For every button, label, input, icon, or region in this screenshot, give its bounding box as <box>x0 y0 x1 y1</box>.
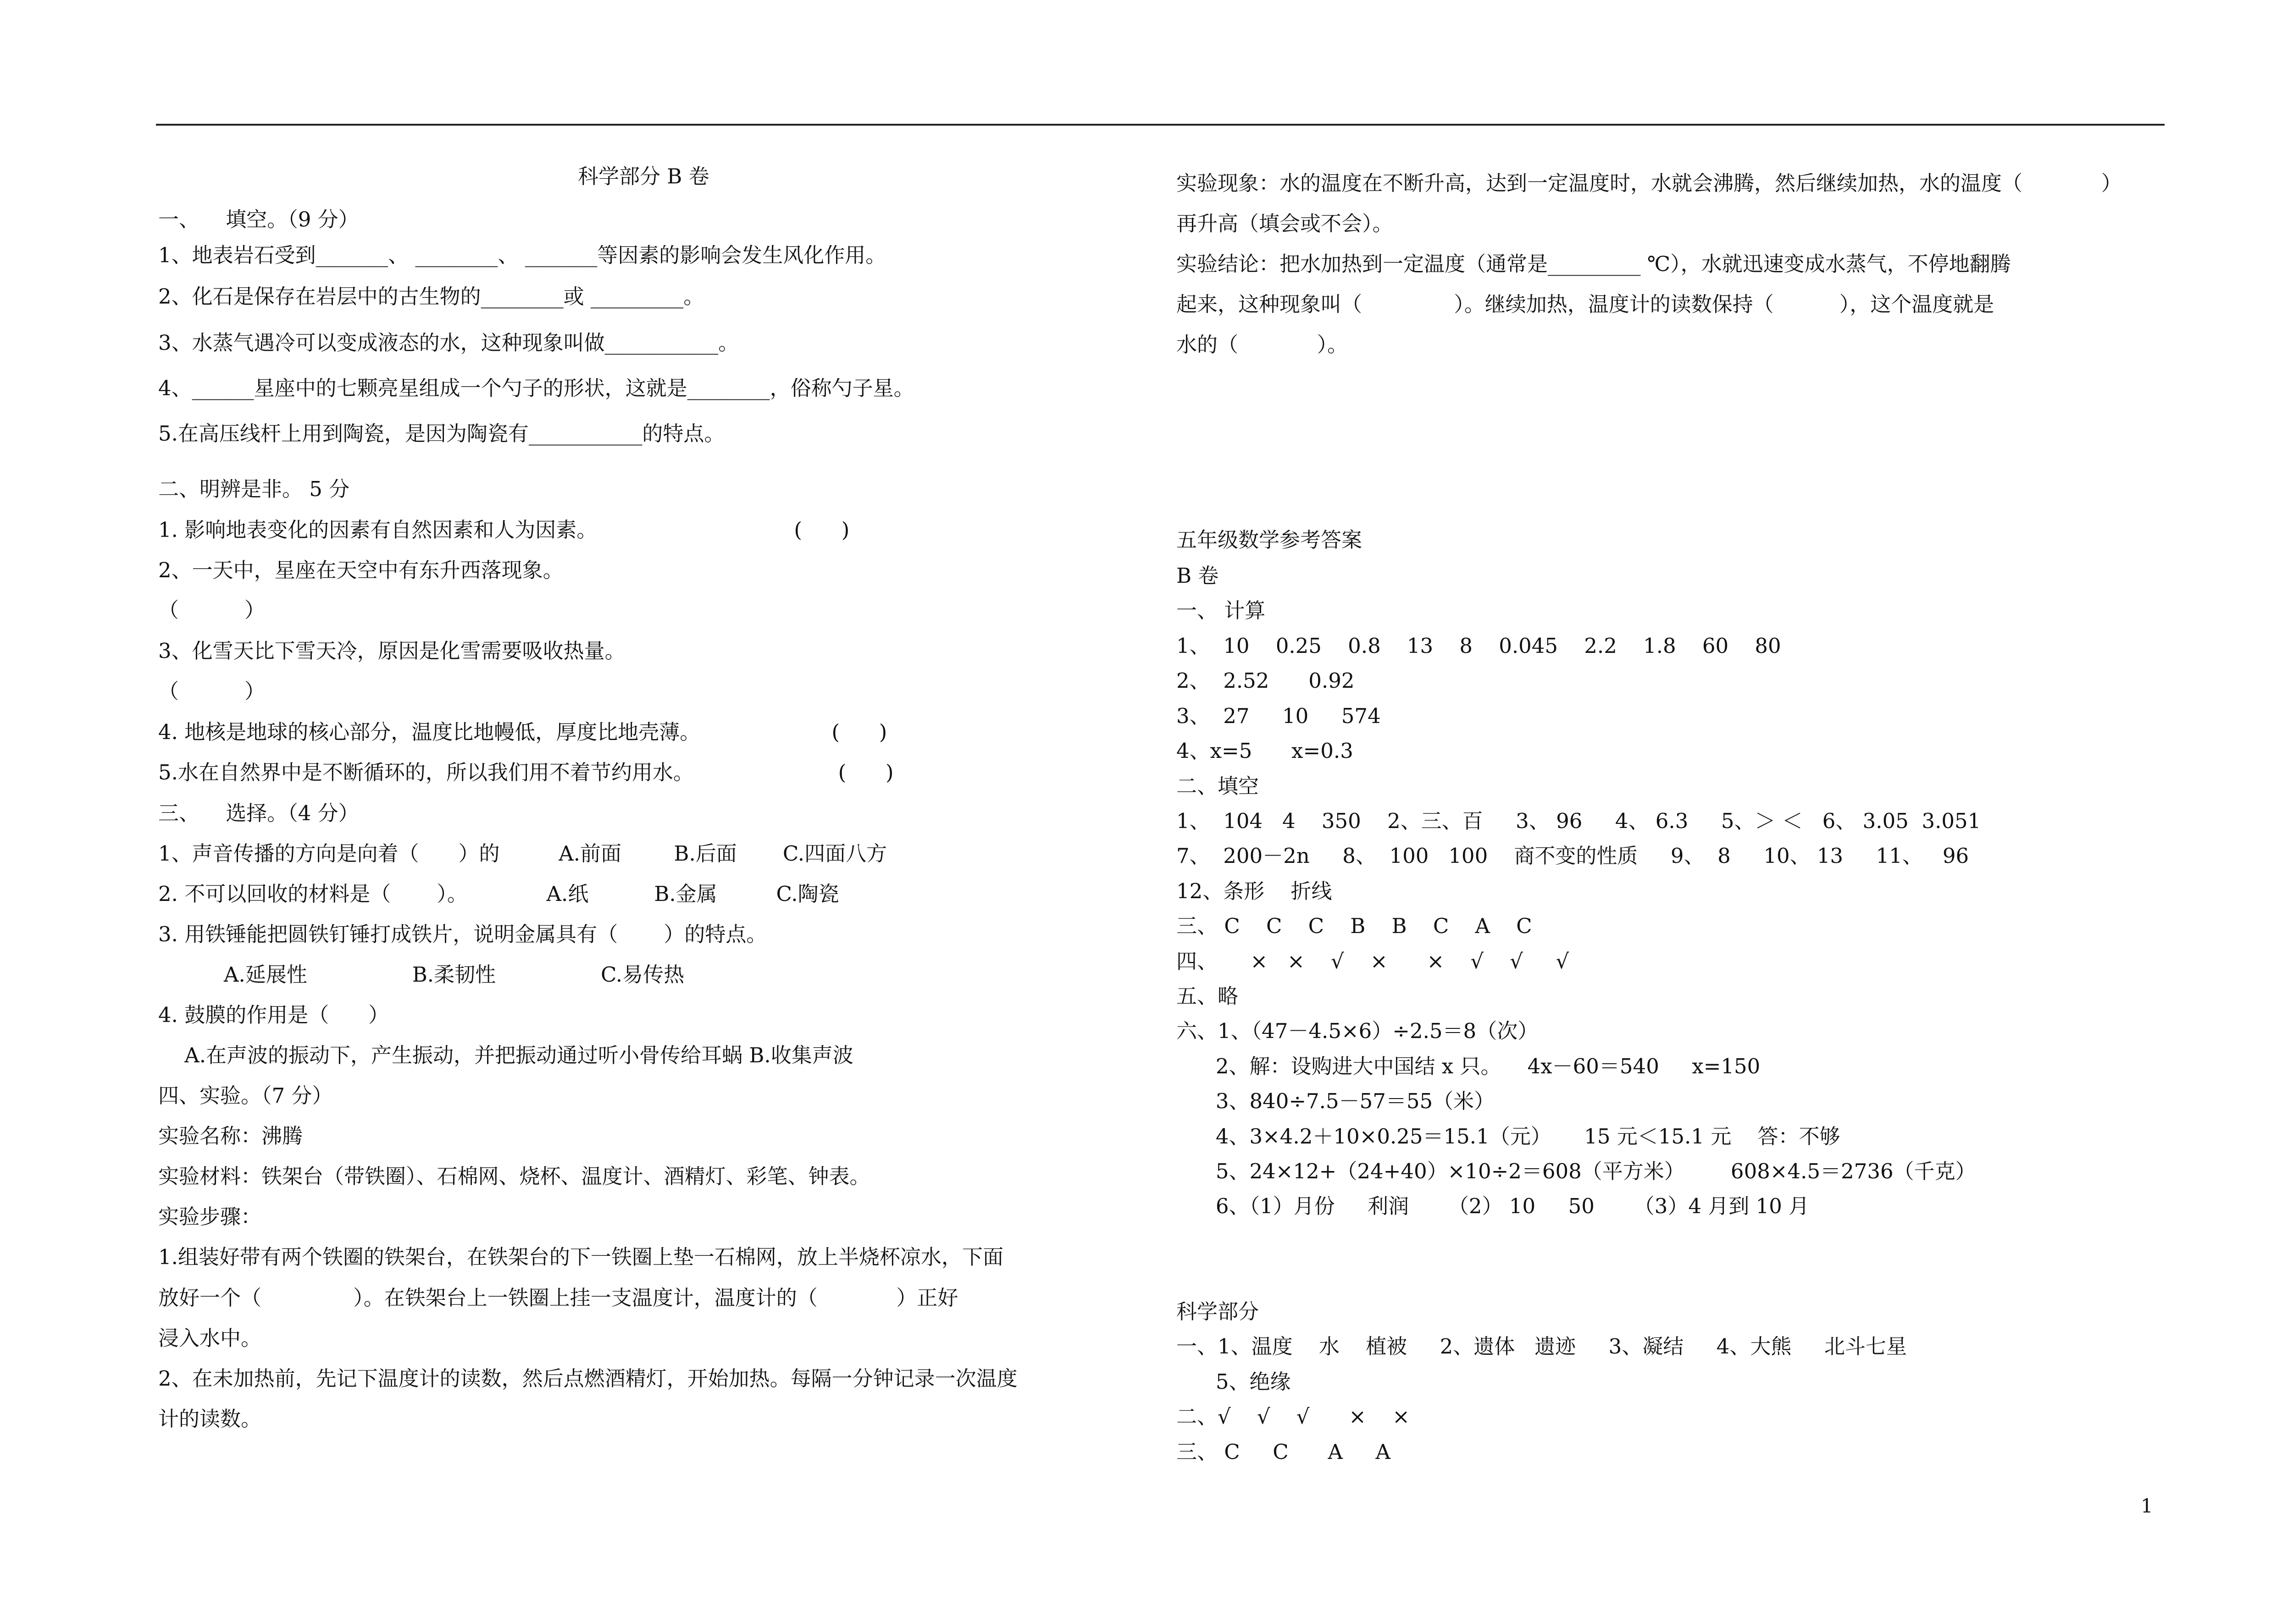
text-line: 二、填空 <box>1176 774 1259 798</box>
text-line: 3、840÷7.5－57＝55（米） <box>1176 1089 1495 1113</box>
text-line: 二、明辨是非。 5 分 <box>158 477 350 501</box>
text-line: 2、在未加热前，先记下温度计的读数，然后点燃酒精灯，开始加热。每隔一分钟记录一次温度 <box>158 1366 1018 1391</box>
text-line: 实验结论：把水加热到一定温度（通常是_________ ℃），水就迅速变成水蒸气，不停地翻腾 <box>1176 252 2011 276</box>
text-line: 四、 × × √ × × √ √ √ <box>1176 949 1569 973</box>
answer-title: 五年级数学参考答案 <box>1176 528 1363 552</box>
text-line: 2、解：设购进大中国结 x 只。 4x－60＝540 x=150 <box>1176 1054 1761 1078</box>
text-line: 科学部分 <box>1176 1299 1259 1324</box>
text-line: B 卷 <box>1176 563 1219 588</box>
text-line: 四、实验。（7 分） <box>158 1083 333 1108</box>
text-line: 1、 10 0.25 0.8 13 8 0.045 2.2 1.8 60 80 <box>1176 634 1781 658</box>
page-number: 1 <box>2141 1495 2153 1517</box>
text-line: 1、地表岩石受到_______、 ________、 _______等因素的影响会发生风化作用。 <box>158 243 886 267</box>
text-line: 五、略 <box>1176 984 1239 1008</box>
text-line: A.在声波的振动下，产生振动，并把振动通过听小骨传给耳蜗 B.收集声波 <box>158 1043 853 1067</box>
text-line: 一、 计算 <box>1176 598 1266 623</box>
text-line: 实验步骤： <box>158 1204 262 1229</box>
text-line: 1.组装好带有两个铁圈的铁架台，在铁架台的下一铁圈上垫一石棉网，放上半烧杯凉水，下面 <box>158 1245 1003 1269</box>
text-line: 二、√ √ √ × × <box>1176 1404 1410 1429</box>
text-line: 6、（1）月份 利润 （2） 10 50 （3）4 月到 10 月 <box>1176 1194 1810 1218</box>
text-line: 5.水在自然界中是不断循环的，所以我们用不着节约用水。 ( ) <box>158 760 894 784</box>
text-line: 三、 选择。（4 分） <box>158 801 359 825</box>
header-rule <box>156 124 2165 126</box>
text-line: 2、化石是保存在岩层中的古生物的________或 _________。 <box>158 284 704 309</box>
text-line: 5、24×12+（24+40）×10÷2＝608（平方米） 608×4.5＝2736（千克） <box>1176 1159 1976 1183</box>
section-title: 科学部分 B 卷 <box>578 164 709 188</box>
text-line: 3、 27 10 574 <box>1176 704 1381 728</box>
text-line: 2、一天中，星座在天空中有东升西落现象。 <box>158 558 564 582</box>
text-line: 三、 C C A A <box>1176 1440 1391 1464</box>
text-line: 4、3×4.2＋10×0.25＝15.1（元） 15 元＜15.1 元 答：不够 <box>1176 1124 1840 1149</box>
text-line: 3. 用铁锤能把圆铁钉锤打成铁片，说明金属具有（ ）的特点。 <box>158 922 767 946</box>
text-line: 水的（ ）。 <box>1176 332 1348 357</box>
text-line: 计的读数。 <box>158 1407 262 1431</box>
text-line: 起来，这种现象叫（ ）。继续加热，温度计的读数保持（ ），这个温度就是 <box>1176 292 1994 316</box>
text-line: 4、x=5 x=0.3 <box>1176 739 1353 763</box>
text-line: 实验材料：铁架台（带铁圈）、石棉网、烧杯、温度计、酒精灯、彩笔、钟表。 <box>158 1164 870 1188</box>
text-line: 3、化雪天比下雪天冷，原因是化雪需要吸收热量。 <box>158 639 626 663</box>
text-line: 再升高（填会或不会）。 <box>1176 211 1393 236</box>
text-line: 2、 2.52 0.92 <box>1176 668 1355 693</box>
text-line: 2. 不可以回收的材料是（ ）。 A.纸 B.金属 C.陶瓷 <box>158 882 839 906</box>
text-line: 1、 104 4 350 2、三、百 3、 96 4、 6.3 5、＞ ＜ 6、 3.05 3.051 <box>1176 809 1981 833</box>
text-line: 一、1、温度 水 植被 2、遗体 遗迹 3、凝结 4、大熊 北斗七星 <box>1176 1334 1907 1359</box>
text-line: 5.在高压线杆上用到陶瓷，是因为陶瓷有___________的特点。 <box>158 421 725 446</box>
text-line: 5、绝缘 <box>1176 1370 1291 1394</box>
text-line: 1、声音传播的方向是向着（ ）的 A.前面 B.后面 C.四面八方 <box>158 841 887 866</box>
text-line: （ ） <box>158 598 266 622</box>
text-line: 放好一个（ ）。在铁架台上一铁圈上挂一支温度计，温度计的（ ）正好 <box>158 1286 958 1310</box>
text-line: A.延展性 B.柔韧性 C.易传热 <box>158 962 685 987</box>
text-line: 3、水蒸气遇冷可以变成液态的水，这种现象叫做___________。 <box>158 331 739 355</box>
text-line: 六、1、（47－4.5×6）÷2.5＝8（次） <box>1176 1019 1539 1043</box>
text-line: 4. 地核是地球的核心部分，温度比地幔低，厚度比地壳薄。 ( ) <box>158 720 887 744</box>
text-line: 浸入水中。 <box>158 1326 262 1350</box>
text-line: 12、条形 折线 <box>1176 879 1332 903</box>
text-line: 1. 影响地表变化的因素有自然因素和人为因素。 ( ) <box>158 518 850 542</box>
text-line: 4. 鼓膜的作用是（ ） <box>158 1003 389 1027</box>
text-line: 实验名称：沸腾 <box>158 1124 303 1148</box>
text-line: （ ） <box>158 679 266 703</box>
text-line: 实验现象：水的温度在不断升高，达到一定温度时，水就会沸腾，然后继续加热，水的温度（ ） <box>1176 171 2122 195</box>
text-line: 三、 C C C B B C A C <box>1176 914 1532 938</box>
text-line: 7、 200－2n 8、 100 100 商不变的性质 9、 8 10、 13 11、 96 <box>1176 844 1969 868</box>
text-line: 一、 填空。（9 分） <box>158 207 359 232</box>
text-line: 4、______星座中的七颗亮星组成一个勺子的形状，这就是________，俗称勺子星。 <box>158 376 914 400</box>
